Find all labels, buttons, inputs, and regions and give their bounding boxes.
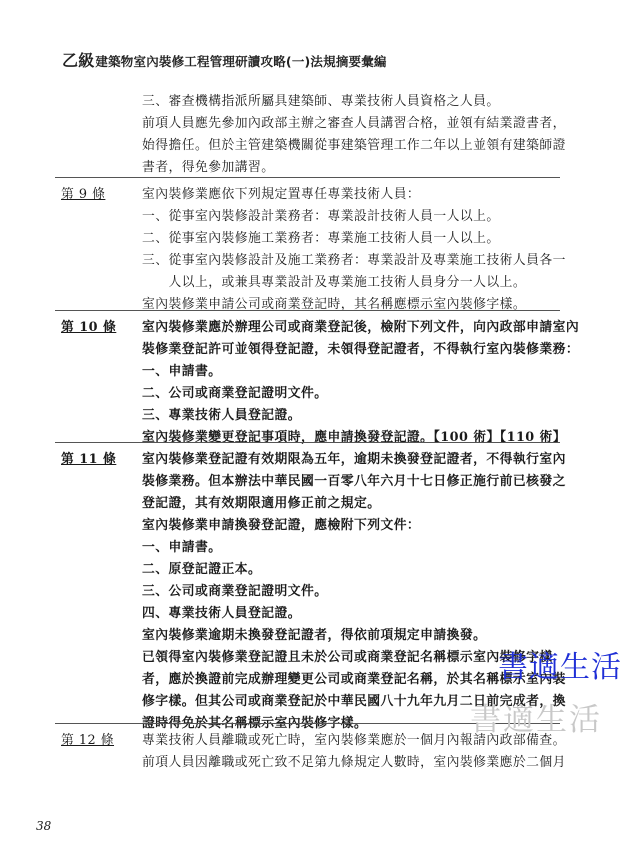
header-title: 建築物室內裝修工程管理研讀攻略(一)法規摘要彙編	[95, 54, 387, 69]
running-header	[62, 48, 387, 71]
watermark-blue: 書適生活	[498, 650, 622, 685]
text-line: 室內裝修業申請換發登記證，應檢附下列文件：	[142, 518, 421, 533]
text-line: 室內裝修業變更登記事項時，應申請換發登記證。【100 術】【110 術】	[142, 430, 567, 445]
text-line: 三、公司或商業登記證明文件。	[142, 584, 328, 599]
text-line: 專業技術人員離職或死亡時，室內裝修業應於一個月內報請內政部備查。	[142, 733, 566, 748]
text-line: 室內裝修業應於辦理公司或商業登記後，檢附下列文件，向內政部申請室內	[142, 320, 580, 335]
text-line: 者，應於換證前完成辦理變更公司或商業登記名稱，於其名稱標示室內裝	[142, 672, 566, 687]
text-line: 修字樣。但其公司或商業登記於中華民國八十九年九月二日前完成者，換	[142, 694, 566, 709]
text-line: 前項人員因離職或死亡致不足第九條規定人數時，室內裝修業應於二個月	[142, 755, 566, 770]
text-line: 前項人員應先參加內政部主辦之審查人員講習合格，並領有結業證書者，	[142, 116, 566, 131]
text-line: 二、公司或商業登記證明文件。	[142, 386, 328, 401]
article-label: 第 12 條	[61, 733, 115, 748]
text-line: 一、申請書。	[142, 364, 222, 379]
text-line: 四、專業技術人員登記證。	[142, 606, 301, 621]
article-label: 第 10 條	[61, 320, 117, 335]
text-line: 一、從事室內裝修設計業務者：專業設計技術人員一人以上。	[142, 209, 500, 224]
text-line: 證時得免於其名稱標示室內裝修字樣。	[142, 716, 368, 731]
text-line: 書者，得免參加講習。	[142, 160, 275, 175]
text-line: 室內裝修業應依下列規定置專任專業技術人員：	[142, 187, 421, 202]
article-10	[55, 310, 580, 445]
text-line: 三、審查機構指派所屬具建築師、專業技術人員資格之人員。	[142, 94, 500, 109]
watermark-gray: 書適生活	[470, 702, 602, 738]
text-line: 裝修業務。但本辦法中華民國一百零八年六月十七日修正施行前已核發之	[142, 474, 566, 489]
text-line: 二、原登記證正本。	[142, 562, 262, 577]
text-line: 裝修業登記許可並領得登記證，未領得登記證者，不得執行室內裝修業務：	[142, 342, 580, 357]
text-line: 三、從事室內裝修設計及施工業務者：專業設計及專業施工技術人員各一	[142, 253, 566, 268]
text-line: 一、申請書。	[142, 540, 222, 555]
text-line: 人以上，或兼具專業設計及專業施工技術人員身分一人以上。	[142, 275, 527, 290]
header-level: 乙級	[62, 51, 95, 70]
article-9	[55, 177, 566, 312]
text-line: 始得擔任。但於主管建築機關從事建築管理工作二年以上並領有建築師證	[142, 138, 566, 153]
text-line: 登記證，其有效期限適用修正前之規定。	[142, 496, 381, 511]
text-line: 已領得室內裝修業登記證且未於公司或商業登記名稱標示室內裝修字樣	[142, 650, 553, 665]
text-line: 室內裝修業申請公司或商業登記時，其名稱應標示室內裝修字樣。	[142, 297, 527, 312]
text-line: 三、專業技術人員登記證。	[142, 408, 301, 423]
text-line: 室內裝修業登記證有效期限為五年，逾期未換發登記證者，不得執行室內	[142, 452, 566, 467]
article-label: 第 11 條	[61, 452, 117, 467]
page-number: 38	[36, 819, 52, 833]
text-line: 二、從事室內裝修施工業務者：專業施工技術人員一人以上。	[142, 231, 500, 246]
text-line: 室內裝修業逾期未換發登記證者，得依前項規定申請換發。	[142, 628, 487, 643]
article-label: 第 9 條	[61, 187, 106, 202]
